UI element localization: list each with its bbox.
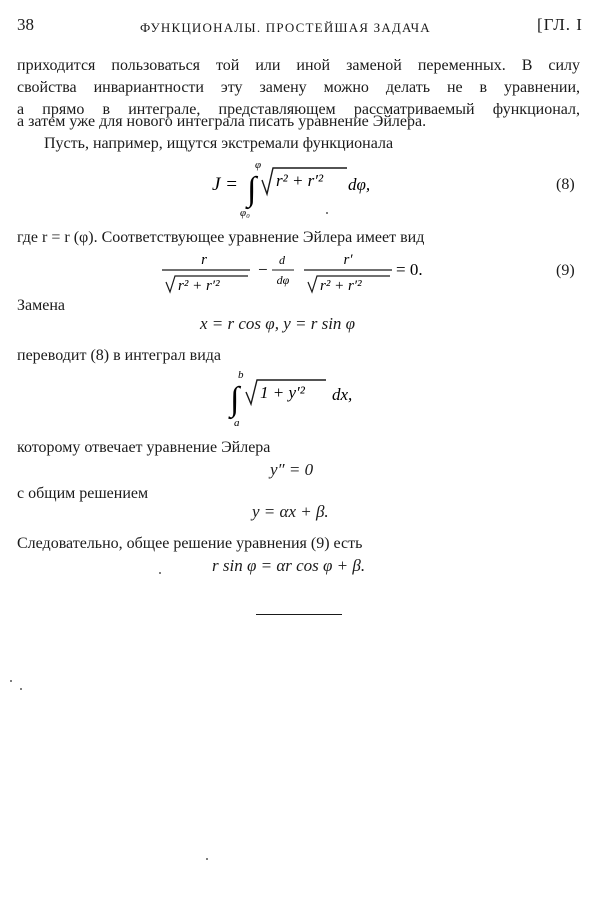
- integral-sign: ∫: [230, 381, 240, 418]
- text-line: а прямо в интеграле, представляющем рассматриваемый функционал,: [17, 101, 580, 118]
- text-line: Замена: [17, 297, 66, 314]
- text-line: где r = r (φ). Соответствующее уравнение Эйлера имеет вид: [17, 229, 425, 246]
- scan-speck: [20, 688, 22, 690]
- text-line: Следовательно, общее решение уравнения (9) есть: [17, 535, 363, 552]
- upper-limit: φ: [255, 159, 262, 171]
- frac1-denominator: r² + r′²: [178, 278, 220, 294]
- lower-limit: a: [234, 417, 240, 428]
- section-end-rule: [256, 614, 342, 615]
- formula-9: [160, 250, 450, 298]
- minus-sign: −: [258, 260, 268, 279]
- text-line: приходится пользоваться той или иной заменой переменных. В силу: [17, 57, 580, 74]
- equals-zero: = 0.: [396, 260, 423, 279]
- upper-limit: b: [238, 369, 244, 381]
- derivative-denominator: dφ: [276, 273, 290, 287]
- scan-speck: [159, 572, 161, 574]
- equation-number: (8): [556, 176, 575, 193]
- equation-number: (9): [556, 262, 575, 279]
- text-line: переводит (8) в интеграл вида: [17, 347, 222, 364]
- text-line: Пусть, например, ищутся экстремали функционала: [44, 135, 394, 152]
- differential: dφ,: [348, 175, 371, 194]
- substitution-formula: x = r cos φ, y = r sin φ: [200, 314, 356, 333]
- frac2-denominator: r² + r′²: [320, 278, 362, 294]
- frac1-numerator: r: [201, 252, 207, 268]
- scan-speck: [10, 680, 12, 682]
- integral-sign: ∫: [247, 171, 257, 208]
- integral-formula: [228, 366, 378, 428]
- scan-speck: [326, 212, 328, 214]
- derivative-numerator: d: [279, 253, 285, 267]
- formula-8-lhs: J =: [212, 174, 239, 195]
- chapter-label: [ГЛ. I: [537, 15, 583, 34]
- radicand: r² + r′²: [276, 171, 324, 190]
- lower-limit: φ₀: [240, 207, 250, 219]
- page-number: 38: [17, 15, 34, 34]
- final-solution: r sin φ = αr cos φ + β.: [212, 556, 366, 575]
- running-title: ФУНКЦИОНАЛЫ. ПРОСТЕЙШАЯ ЗАДАЧА: [140, 20, 431, 35]
- euler-equation: y″ = 0: [270, 460, 314, 479]
- general-solution: y = αx + β.: [252, 502, 329, 521]
- text-line: которому отвечает уравнение Эйлера: [17, 439, 271, 456]
- scan-speck: [206, 858, 208, 860]
- formula-8: [200, 158, 400, 222]
- radicand: 1 + y′²: [260, 383, 305, 402]
- text-line: свойства инвариантности эту замену можно делать не в уравнении,: [17, 79, 580, 96]
- frac2-numerator: r′: [343, 252, 353, 268]
- differential: dx,: [332, 385, 353, 404]
- text-line: с общим решением: [17, 485, 149, 502]
- text-line: а затем уже для нового интеграла писать уравнение Эйлера.: [17, 113, 427, 130]
